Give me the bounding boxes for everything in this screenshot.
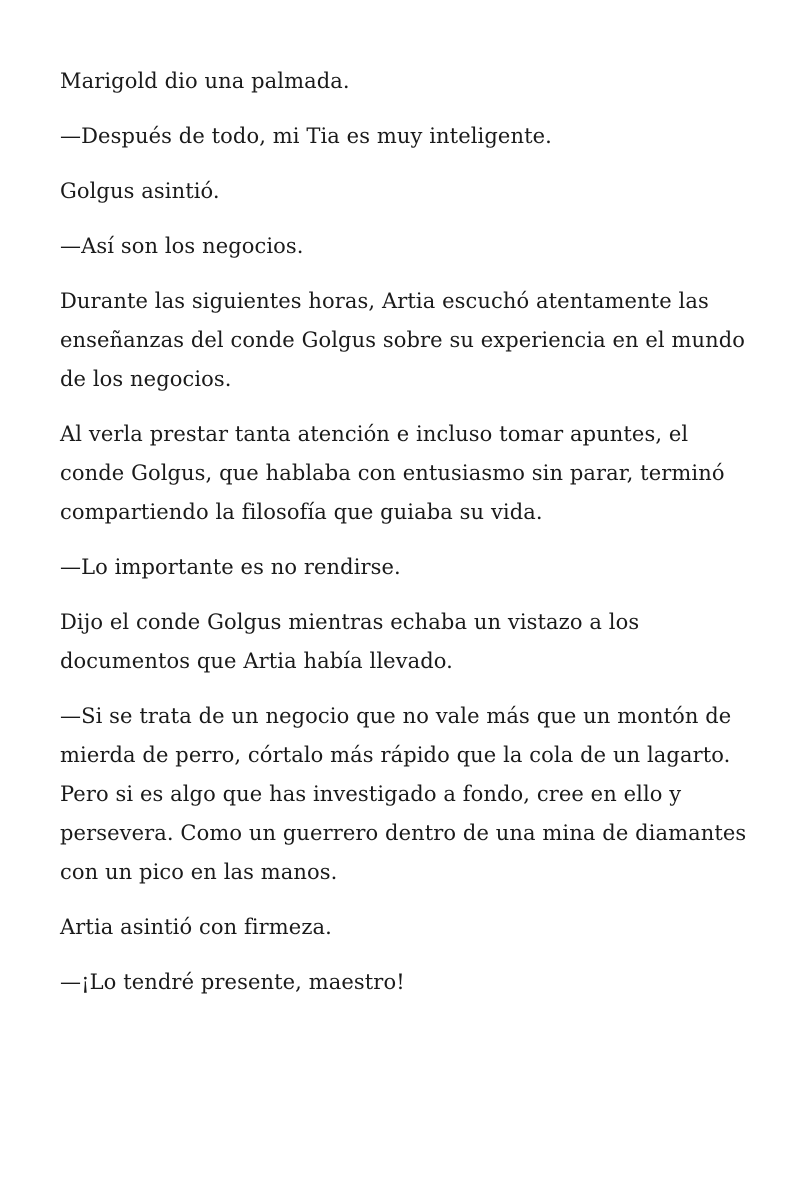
page-text (60, 62, 750, 1018)
paragraph: —¡Lo tendré presente, maestro! (60, 970, 405, 994)
paragraph: Dijo el conde Golgus mientras echaba un vistazo a los documentos que Artia había llevado. (60, 610, 640, 673)
paragraph: —Si se trata de un negocio que no vale más que un montón de mierda de perro, córtalo más rápido que la cola de un lagarto. Pero si es algo que has investigado a fondo, cree en ello y persevera. Como un guerrero dentro de una mina de diamantes con un pico en las manos. (60, 704, 747, 884)
paragraph: —Después de todo, mi Tia es muy inteligente. (60, 124, 552, 148)
paragraph: —Así son los negocios. (60, 234, 304, 258)
paragraph: Durante las siguientes horas, Artia escuchó atentamente las enseñanzas del conde Golgus sobre su experiencia en el mundo de los negocios. (60, 289, 746, 391)
paragraph: Al verla prestar tanta atención e incluso tomar apuntes, el conde Golgus, que hablaba con entusiasmo sin parar, terminó compartiendo la filosofía que guiaba su vida. (60, 422, 725, 524)
paragraph: Artia asintió con firmeza. (60, 915, 332, 939)
paragraph: Golgus asintió. (60, 179, 220, 203)
paragraph: —Lo importante es no rendirse. (60, 555, 401, 579)
paragraph: Marigold dio una palmada. (60, 69, 350, 93)
